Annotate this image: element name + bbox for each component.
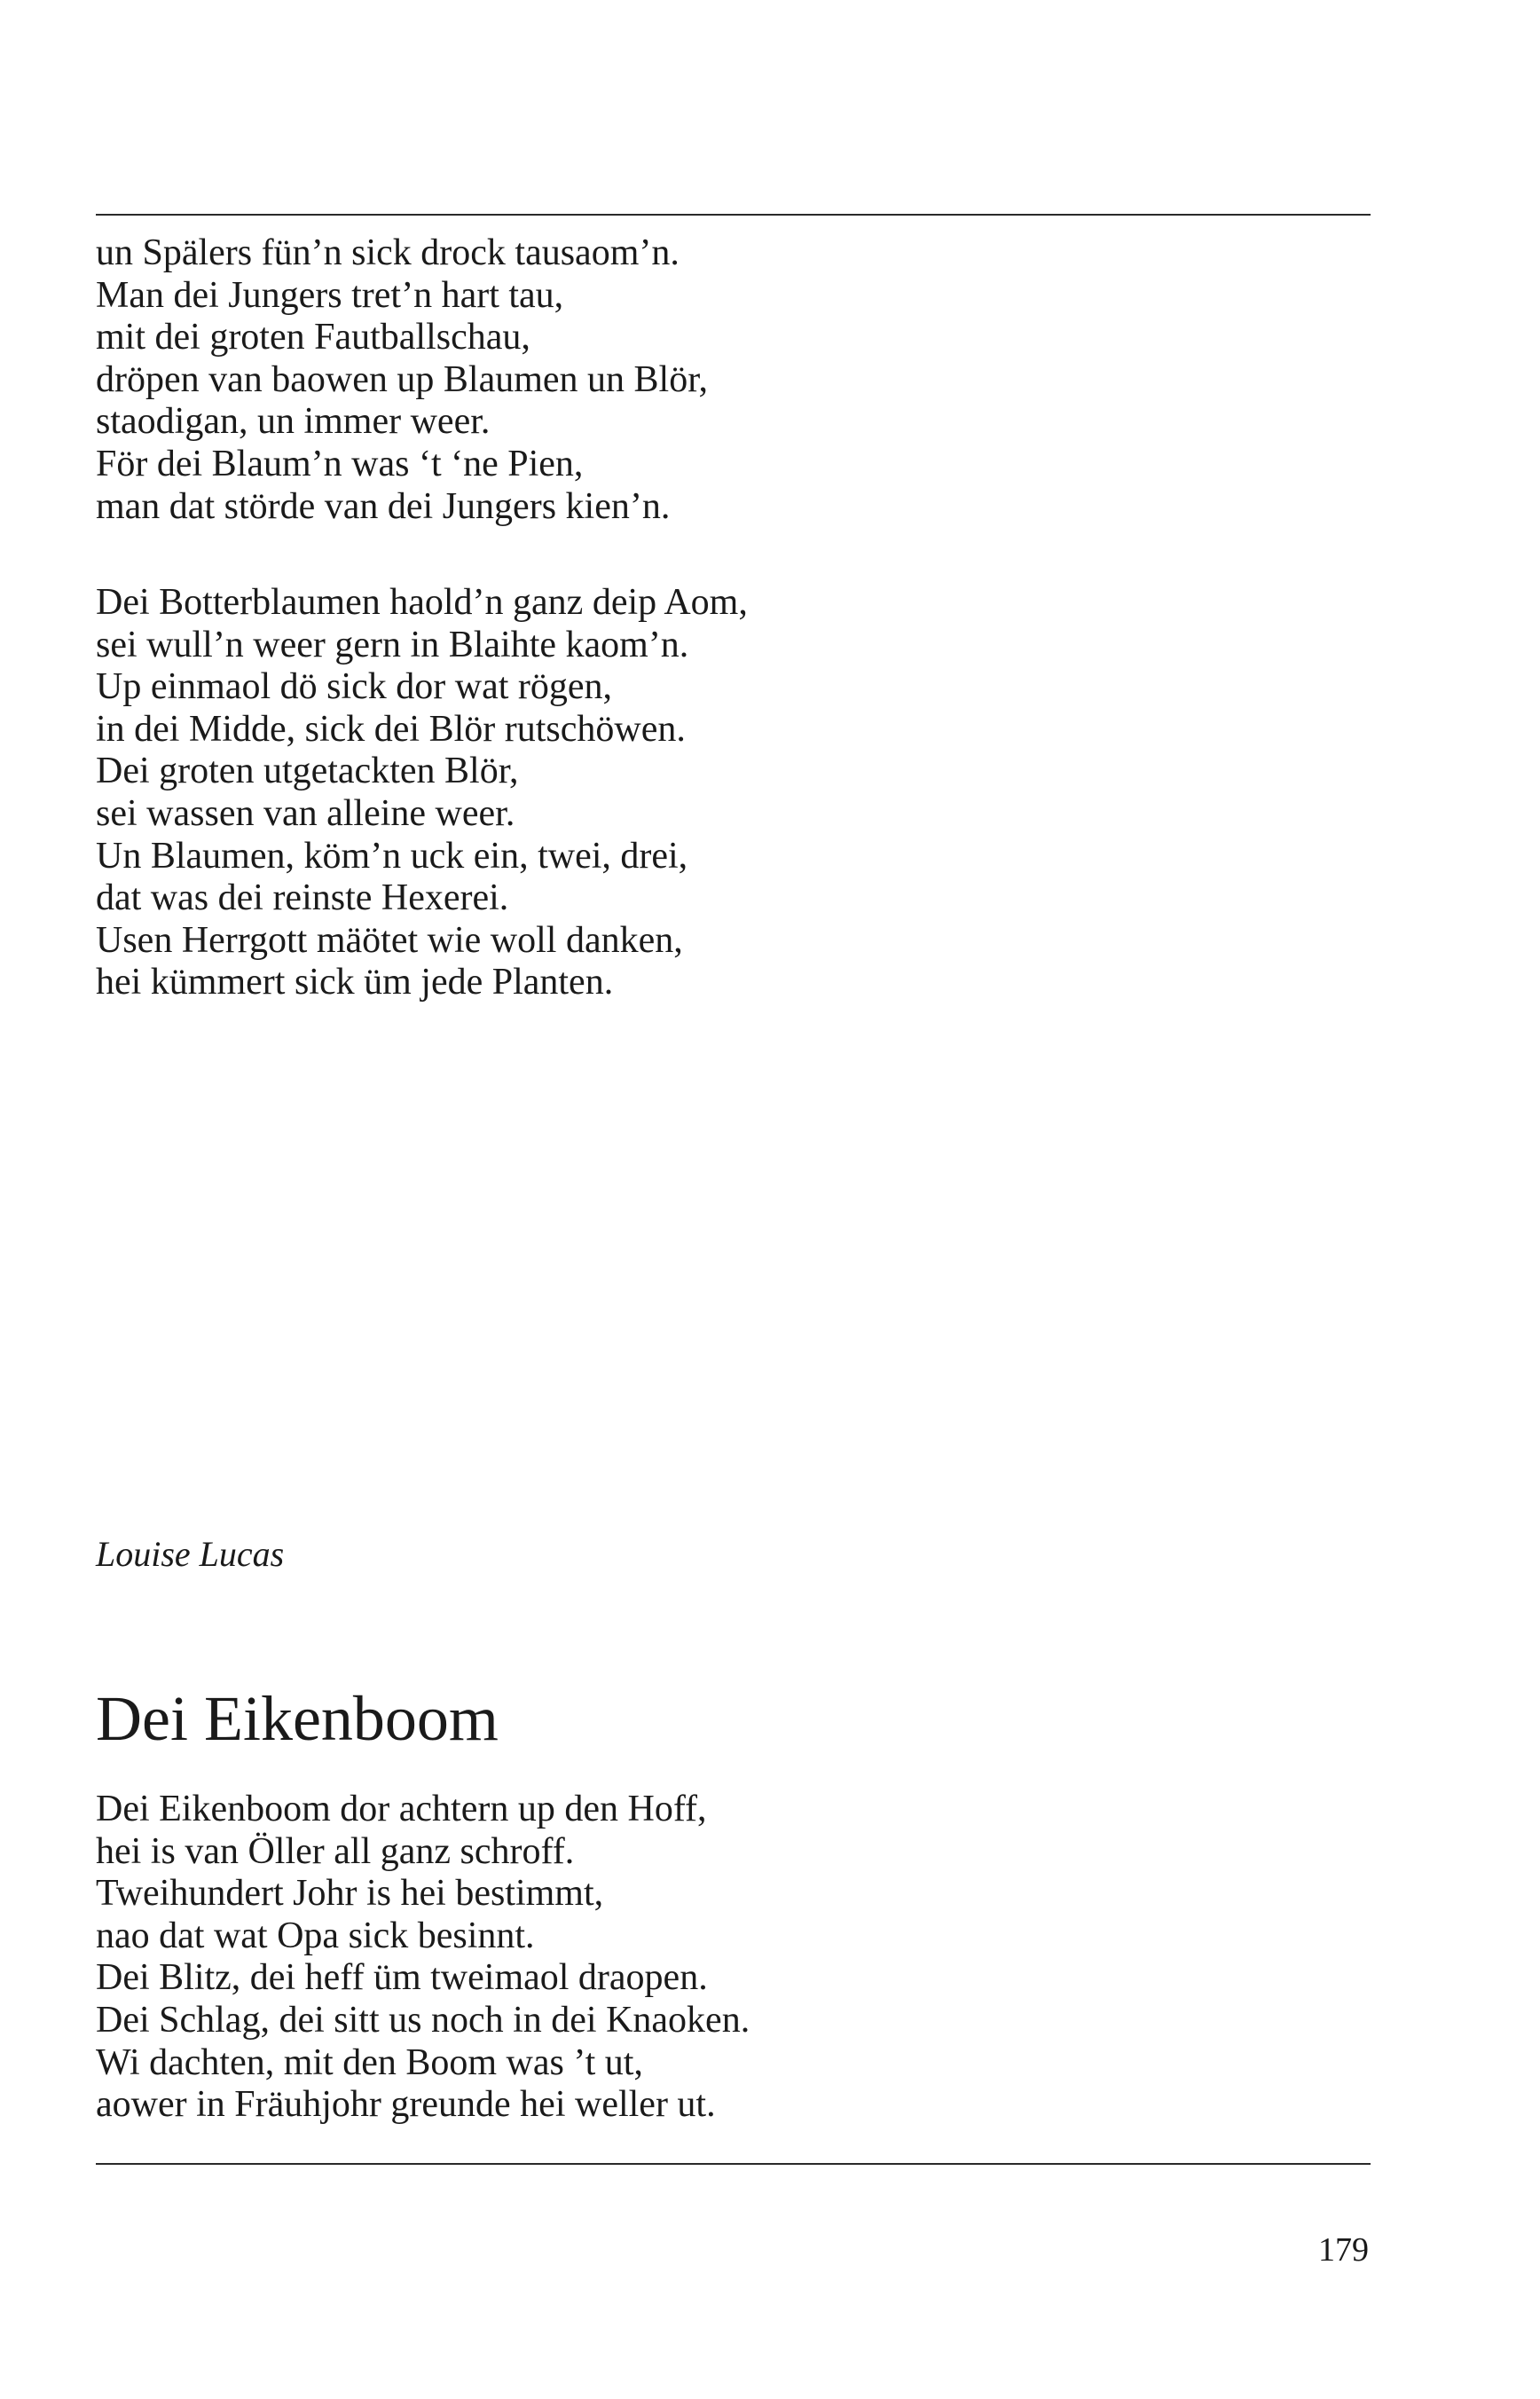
- verse-line: man dat störde van dei Jungers kien’n.: [96, 485, 671, 527]
- verse-line: Dei Eikenboom dor achtern up den Hoff,: [96, 1789, 707, 1829]
- verse-line: sei wassen van alleine weer.: [96, 792, 515, 834]
- top-rule: [96, 214, 1371, 216]
- poem-stanza-2: [96, 582, 748, 1004]
- verse-line: För dei Blaum’n was ‘t ‘ne Pien,: [96, 443, 584, 484]
- poem-stanza-1: [96, 232, 708, 528]
- verse-line: Usen Herrgott mäötet wie woll danken,: [96, 919, 683, 961]
- verse-line: Un Blaumen, köm’n uck ein, twei, drei,: [96, 835, 688, 877]
- bottom-rule: [96, 2163, 1371, 2165]
- verse-line: nao dat wat Opa sick besinnt.: [96, 1915, 535, 1956]
- poem-stanza-eikenboom: [96, 1789, 750, 2127]
- verse-line: dröpen van baowen up Blaumen un Blör,: [96, 358, 709, 400]
- verse-line: hei is van Öller all ganz schroff.: [96, 1830, 575, 1872]
- verse-line: Dei Botterblaumen haold’n ganz deip Aom,: [96, 582, 748, 623]
- verse-line: sei wull’n weer gern in Blaihte kaom’n.: [96, 624, 689, 665]
- poem-title: Dei Eikenboom: [96, 1683, 499, 1754]
- verse-line: Man dei Jungers tret’n hart tau,: [96, 274, 564, 316]
- verse-line: Dei Schlag, dei sitt us noch in dei Knaoken.: [96, 1999, 750, 2041]
- verse-line: aower in Fräuhjohr greunde hei weller ut.: [96, 2084, 716, 2126]
- verse-line: hei kümmert sick üm jede Planten.: [96, 962, 614, 1003]
- verse-line: Tweihundert Johr is hei bestimmt,: [96, 1873, 604, 1915]
- verse-line: dat was dei reinste Hexerei.: [96, 877, 509, 919]
- verse-line: Dei Blitz, dei heff üm tweimaol draopen.: [96, 1957, 708, 1999]
- verse-line: in dei Midde, sick dei Blör rutschöwen.: [96, 708, 686, 750]
- poem-author: Louise Lucas: [96, 1534, 285, 1574]
- verse-line: staodigan, un immer weer.: [96, 401, 491, 443]
- verse-line: Wi dachten, mit den Boom was ’t ut,: [96, 2041, 643, 2083]
- page-number: 179: [1318, 2231, 1369, 2269]
- verse-line: Dei groten utgetackten Blör,: [96, 751, 519, 792]
- verse-line: un Spälers fün’n sick drock tausaom’n.: [96, 232, 680, 273]
- verse-line: Up einmaol dö sick dor wat rögen,: [96, 666, 613, 708]
- verse-line: mit dei groten Fautballschau,: [96, 317, 530, 358]
